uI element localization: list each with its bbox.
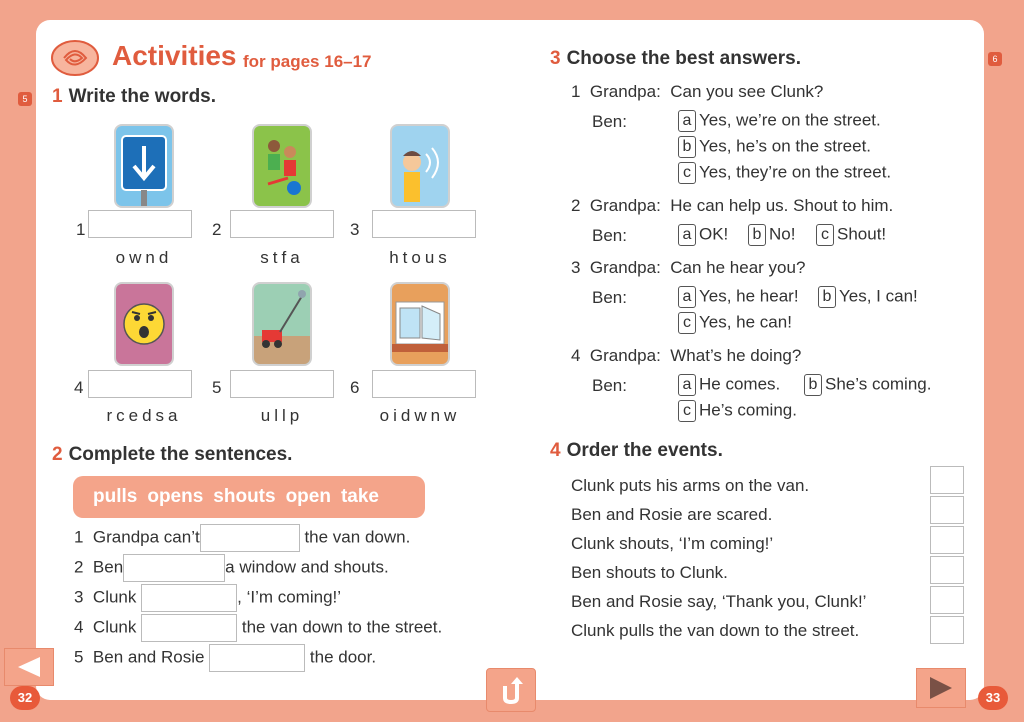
sentence-4: 4 Clunk the van down to the street. bbox=[74, 614, 442, 642]
sentence-blank-4[interactable] bbox=[141, 614, 237, 642]
option-2c[interactable]: c Shout! bbox=[816, 224, 886, 246]
scrambled-letters-2: stfa bbox=[260, 248, 304, 267]
section-2-heading: 2 Complete the sentences. bbox=[52, 444, 293, 465]
item-number: 3 bbox=[350, 220, 360, 239]
sentence-2: 2 Ben a window and shouts. bbox=[74, 554, 389, 582]
option-3b[interactable]: b Yes, I can! bbox=[818, 286, 918, 308]
side-tab-right[interactable]: 6 bbox=[988, 52, 1002, 66]
picture-fast bbox=[252, 124, 312, 208]
section-4-heading: 4 Order the events. bbox=[550, 440, 723, 461]
question-2: 2 Grandpa: He can help us. Shout to him. bbox=[571, 196, 894, 215]
word-bank-item: shouts bbox=[213, 486, 276, 507]
scrambled-letters-5: ullp bbox=[260, 406, 304, 425]
picture-scared bbox=[114, 282, 174, 366]
question-3: 3 Grandpa: Can he hear you? bbox=[571, 258, 806, 277]
event-item: Ben shouts to Clunk. bbox=[571, 563, 728, 582]
responder-label: Ben: bbox=[592, 226, 627, 245]
page-subtitle: for pages 16–17 bbox=[243, 52, 372, 71]
section-3-heading: 3 Choose the best answers. bbox=[550, 48, 801, 69]
item-number: 5 bbox=[212, 378, 222, 397]
page-title: Activities bbox=[112, 40, 237, 71]
responder-label: Ben: bbox=[592, 112, 627, 131]
responder-label: Ben: bbox=[592, 288, 627, 307]
option-1a[interactable]: a Yes, we’re on the street. bbox=[678, 110, 881, 132]
event-item: Ben and Rosie are scared. bbox=[571, 505, 773, 524]
activity-page bbox=[36, 20, 984, 700]
sentence-3: 3 Clunk , ‘I’m coming!’ bbox=[74, 584, 341, 612]
picture-down-sign bbox=[114, 124, 174, 208]
question-1: 1 Grandpa: Can you see Clunk? bbox=[571, 82, 824, 101]
page-number-right: 33 bbox=[978, 686, 1008, 710]
previous-page-button[interactable] bbox=[4, 648, 54, 686]
answer-box-1[interactable] bbox=[88, 210, 192, 238]
option-3c[interactable]: c Yes, he can! bbox=[678, 312, 792, 334]
page-number-left: 32 bbox=[10, 686, 40, 710]
option-4b[interactable]: b She’s coming. bbox=[804, 374, 931, 396]
option-2b[interactable]: b No! bbox=[748, 224, 795, 246]
option-1c[interactable]: c Yes, they’re on the street. bbox=[678, 162, 891, 184]
order-box-3[interactable] bbox=[930, 526, 964, 554]
event-item: Clunk puts his arms on the van. bbox=[571, 476, 810, 495]
picture-shout bbox=[390, 124, 450, 208]
event-item: Ben and Rosie say, ‘Thank you, Clunk!’ bbox=[571, 592, 867, 611]
section-1-heading: 1 Write the words. bbox=[52, 86, 217, 107]
item-number: 2 bbox=[212, 220, 222, 239]
order-box-2[interactable] bbox=[930, 496, 964, 524]
next-page-button[interactable] bbox=[916, 668, 966, 708]
event-item: Clunk pulls the van down to the street. bbox=[571, 621, 860, 640]
sentence-blank-5[interactable] bbox=[209, 644, 305, 672]
question-4: 4 Grandpa: What’s he doing? bbox=[571, 346, 802, 365]
event-item: Clunk shouts, ‘I’m coming!’ bbox=[571, 534, 774, 553]
scrambled-letters-1: ownd bbox=[115, 248, 173, 267]
item-number: 6 bbox=[350, 378, 360, 397]
order-box-1[interactable] bbox=[930, 466, 964, 494]
sentence-5: 5 Ben and Rosie the door. bbox=[74, 644, 376, 672]
answer-box-4[interactable] bbox=[88, 370, 192, 398]
scrambled-letters-4: rcedsa bbox=[106, 406, 182, 425]
side-tab-left[interactable]: 5 bbox=[18, 92, 32, 106]
picture-window bbox=[390, 282, 450, 366]
sentence-blank-3[interactable] bbox=[141, 584, 237, 612]
option-4c[interactable]: c He’s coming. bbox=[678, 400, 797, 422]
word-bank-item: open bbox=[285, 486, 331, 507]
word-bank-item: opens bbox=[147, 486, 204, 507]
answer-box-3[interactable] bbox=[372, 210, 476, 238]
picture-pull bbox=[252, 282, 312, 366]
word-bank bbox=[73, 476, 425, 518]
rose-logo-icon bbox=[50, 38, 100, 78]
answer-box-5[interactable] bbox=[230, 370, 334, 398]
right-arrow-icon bbox=[926, 675, 956, 701]
option-3a[interactable]: a Yes, he hear! bbox=[678, 286, 799, 308]
option-1b[interactable]: b Yes, he’s on the street. bbox=[678, 136, 871, 158]
item-number: 4 bbox=[74, 378, 84, 397]
item-number: 1 bbox=[76, 220, 86, 239]
option-2a[interactable]: a OK! bbox=[678, 224, 728, 246]
word-bank-item: take bbox=[340, 486, 379, 507]
sentence-blank-2[interactable] bbox=[123, 554, 225, 582]
answer-box-2[interactable] bbox=[230, 210, 334, 238]
back-home-button[interactable] bbox=[486, 668, 536, 712]
option-4a[interactable]: a He comes. bbox=[678, 374, 780, 396]
order-box-4[interactable] bbox=[930, 556, 964, 584]
answer-box-6[interactable] bbox=[372, 370, 476, 398]
sentence-1: 1 Grandpa can’t the van down. bbox=[74, 524, 410, 552]
undo-arrow-icon bbox=[495, 674, 527, 706]
responder-label: Ben: bbox=[592, 376, 627, 395]
left-arrow-icon bbox=[14, 655, 44, 679]
sentence-blank-1[interactable] bbox=[200, 524, 300, 552]
word-bank-item: pulls bbox=[93, 486, 138, 507]
scrambled-letters-3: htous bbox=[389, 248, 451, 267]
scrambled-letters-6: oidwnw bbox=[379, 406, 461, 425]
order-box-6[interactable] bbox=[930, 616, 964, 644]
order-box-5[interactable] bbox=[930, 586, 964, 614]
